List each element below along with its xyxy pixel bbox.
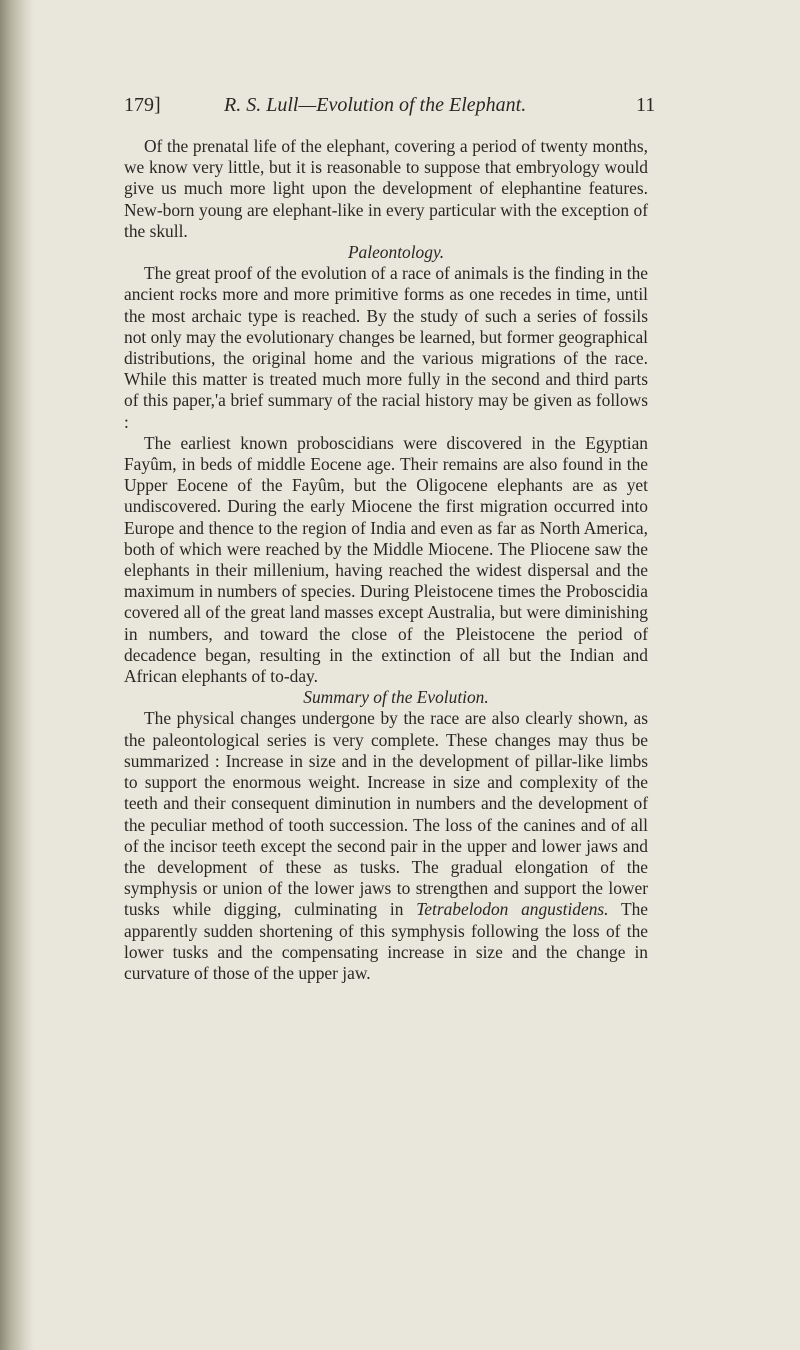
heading-paleontology: Paleontology. — [347, 242, 445, 263]
physical-changes-text-start: The physical changes undergone by the race are also clearly shown, as the paleontological series is very complete. These changes may thus be summarized : Increase in size and in the development of pillar-like limbs to support the enormous weight. Increase in size and complexity of the teeth and their consequent diminution in numbers and the development of the peculiar method of tooth succession. The loss of the canines and of all of the incisor teeth except the second pair in the upper and lower jaws and the development of these as tusks. The gradual elongation of the symphysis or union of the lower jaws to strengthen and support the lower tusks while digging, culminating in — [124, 708, 648, 920]
heading-summary-evolution: Summary of the Evolution. — [303, 687, 489, 708]
physical-changes-text-end: The apparently sudden shortening of this symphysis following the loss of the lower tusks and the compensating increase in size and the change in curvature of those of the upper jaw. — [124, 899, 648, 983]
body-text — [124, 136, 648, 984]
paragraph-prenatal: Of the prenatal life of the elephant, covering a period of twenty months, we know very little, but it is reasonable to suppose that embryology would give us much more light upon the development of elephantine features. New-born young are elephant-like in every particular with the exception of the skull. — [124, 136, 648, 241]
page-number: 11 — [636, 94, 656, 116]
running-title: R. S. Lull—Evolution of the Elephant. — [224, 94, 527, 116]
paragraph-racial-history: The earliest known proboscidians were discovered in the Egyptian Fayûm, in beds of middle Eocene age. Their remains are also found in the Upper Eocene of the Fayûm, but the Oligocene elephants are as yet undiscovered. During the early Miocene the first migration occurred into Europe and thence to the region of India and even as far as North America, both of which were reached by the Middle Miocene. The Pliocene saw the elephants in their millenium, having reached the widest dispersal and the maximum in numbers of species. During Pleistocene times the Proboscidia covered all of the great land masses except Australia, but were diminishing in numbers, and toward the close of the Pleistocene the period of decadence began, resulting in the extinction of all but the Indian and African elephants of to-day. — [124, 432, 648, 687]
paragraph-paleontology-proof: The great proof of the evolution of a race of animals is the finding in the ancient rocks more and more primitive forms as one recedes in time, until the most archaic type is reached. By the study of such a series of fossils not only may the evolutionary changes be learned, but former geographical distributions, the original home and the various migrations of the race. While this matter is treated much more fully in the second and third parts of this paper,'a brief summary of the racial history may be given as follows : — [124, 263, 648, 432]
running-head — [0, 94, 800, 124]
paragraph-physical-changes — [124, 708, 648, 984]
genus-name: Tetrabelodon angustidens. — [416, 899, 609, 920]
page-marker: 179] — [124, 94, 161, 116]
